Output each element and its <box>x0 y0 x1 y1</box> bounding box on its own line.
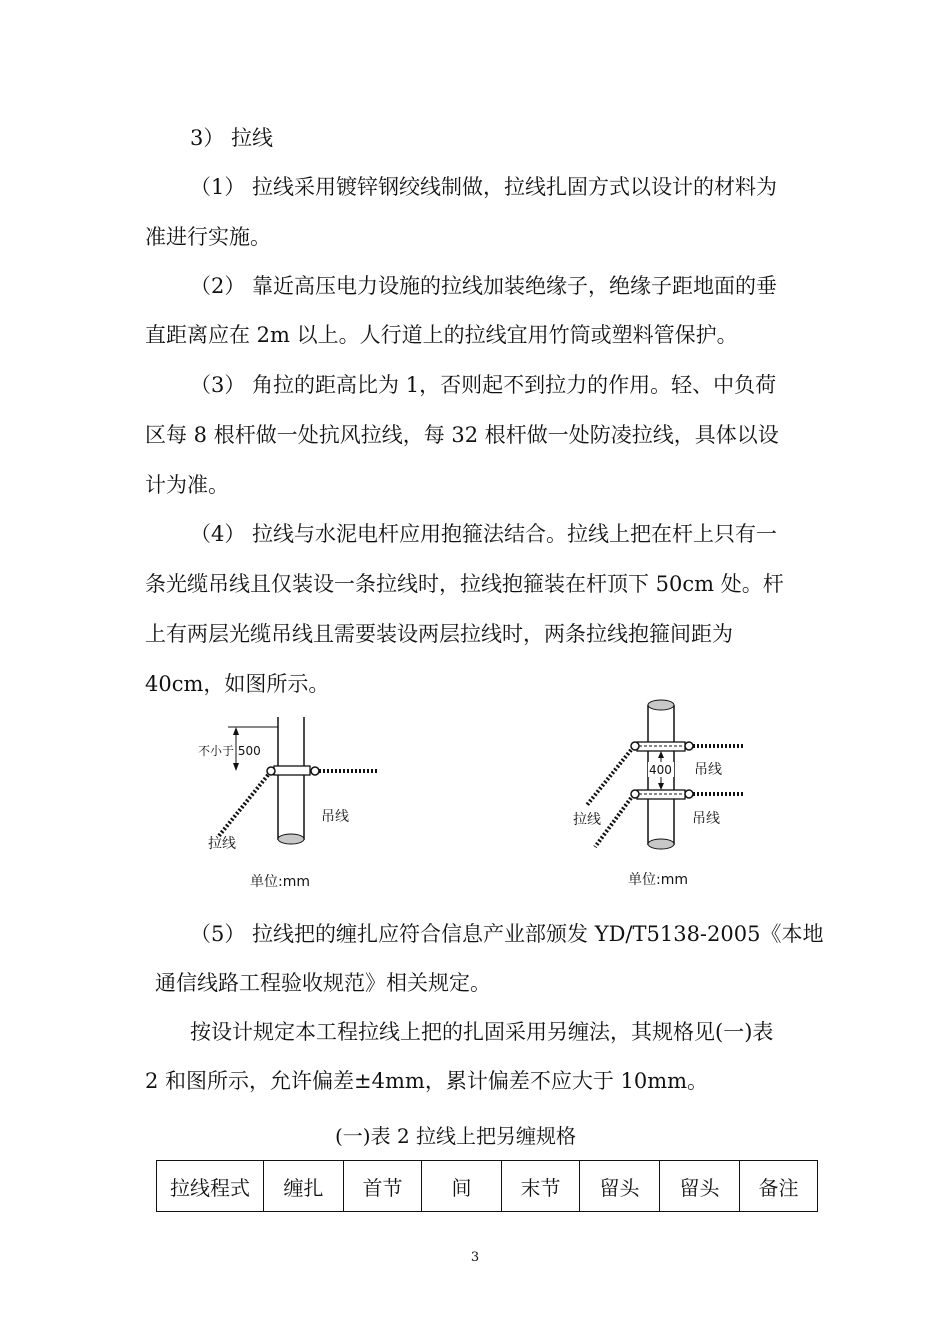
paragraph-line: 按设计规定本工程拉线上把的扎固采用另缠法，其规格见(一)表 <box>190 1020 774 1044</box>
lower-eye-left <box>631 790 639 798</box>
guy-label: 拉线 <box>573 812 601 828</box>
dimension-arrow-up <box>233 727 239 735</box>
unit-label: 单位:mm <box>250 874 310 890</box>
pole-base <box>648 839 674 849</box>
dimension-label: 400 <box>649 763 672 777</box>
pole-top <box>648 700 674 710</box>
paragraph-line: （5） 拉线把的缠扎应符合信息产业部颁发 YD/T5138-2005《本地 <box>190 922 824 946</box>
paragraph-line: 计为准。 <box>145 473 229 497</box>
figure-double-guy <box>565 695 765 895</box>
messenger-label: 吊线 <box>321 809 349 825</box>
clamp-eye-left <box>267 767 275 775</box>
messenger-label-upper: 吊线 <box>694 762 722 778</box>
dimension-arrow-up <box>658 751 664 758</box>
paragraph-line: 上有两层光缆吊线且需要装设两层拉线时，两条拉线抱箍间距为 <box>145 622 733 646</box>
table-header-row <box>157 1161 818 1212</box>
table-header-cell: 备注 <box>740 1161 818 1212</box>
page-number: 3 <box>470 1250 480 1265</box>
guy-wire <box>218 775 268 837</box>
table-header-cell: 缠扎 <box>264 1161 344 1212</box>
paragraph-line: 直距离应在 2m 以上。人行道上的拉线宜用竹筒或塑料管保护。 <box>145 323 738 347</box>
guy-label: 拉线 <box>208 836 236 852</box>
paragraph-line: （1） 拉线采用镀锌钢绞线制做，拉线扎固方式以设计的材料为 <box>190 175 778 199</box>
messenger-label-lower: 吊线 <box>692 811 720 827</box>
table-header-cell: 间 <box>422 1161 502 1212</box>
paragraph-line: （2） 靠近高压电力设施的拉线加装绝缘子，绝缘子距地面的垂 <box>190 274 778 298</box>
paragraph-line: 通信线路工程验收规范》相关规定。 <box>155 971 491 995</box>
figure-single-guy <box>190 715 410 895</box>
dimension-label: 不小于 500 <box>198 744 261 758</box>
pole-clamp <box>274 766 310 775</box>
upper-guy-wire <box>587 750 631 805</box>
clamp-eye-right <box>311 767 319 775</box>
table-header-cell: 拉线程式 <box>157 1161 264 1212</box>
table-header-cell: 留头 <box>660 1161 740 1212</box>
paragraph-line: 区每 8 根杆做一处抗风拉线，每 32 根杆做一处防凌拉线，具体以设 <box>145 423 779 447</box>
paragraph-line: （4） 拉线与水泥电杆应用抱箍法结合。拉线上把在杆上只有一 <box>190 522 778 546</box>
dimension-arrow-down <box>233 763 239 771</box>
paragraph-line: 40cm，如图所示。 <box>145 672 330 696</box>
spec-table <box>156 1160 818 1212</box>
paragraph-line: 2 和图所示，允许偏差±4mm，累计偏差不应大于 10mm。 <box>145 1069 709 1093</box>
section-heading: 3） 拉线 <box>190 126 274 150</box>
table-caption: (一)表 2 拉线上把另缠规格 <box>335 1124 577 1148</box>
table-header-cell: 留头 <box>580 1161 660 1212</box>
paragraph-line: 条光缆吊线且仅装设一条拉线时，拉线抱箍装在杆顶下 50cm 处。杆 <box>145 572 784 596</box>
table-header-cell: 末节 <box>502 1161 580 1212</box>
paragraph-line: 准进行实施。 <box>145 225 271 249</box>
table-header-cell: 首节 <box>344 1161 422 1212</box>
pole-base <box>278 834 304 844</box>
lower-eye-right <box>685 790 693 798</box>
paragraph-line: （3） 角拉的距高比为 1，否则起不到拉力的作用。轻、中负荷 <box>190 373 777 397</box>
dimension-arrow-down <box>658 783 664 790</box>
upper-eye-right <box>685 742 693 750</box>
unit-label: 单位:mm <box>628 872 688 888</box>
upper-eye-left <box>631 742 639 750</box>
